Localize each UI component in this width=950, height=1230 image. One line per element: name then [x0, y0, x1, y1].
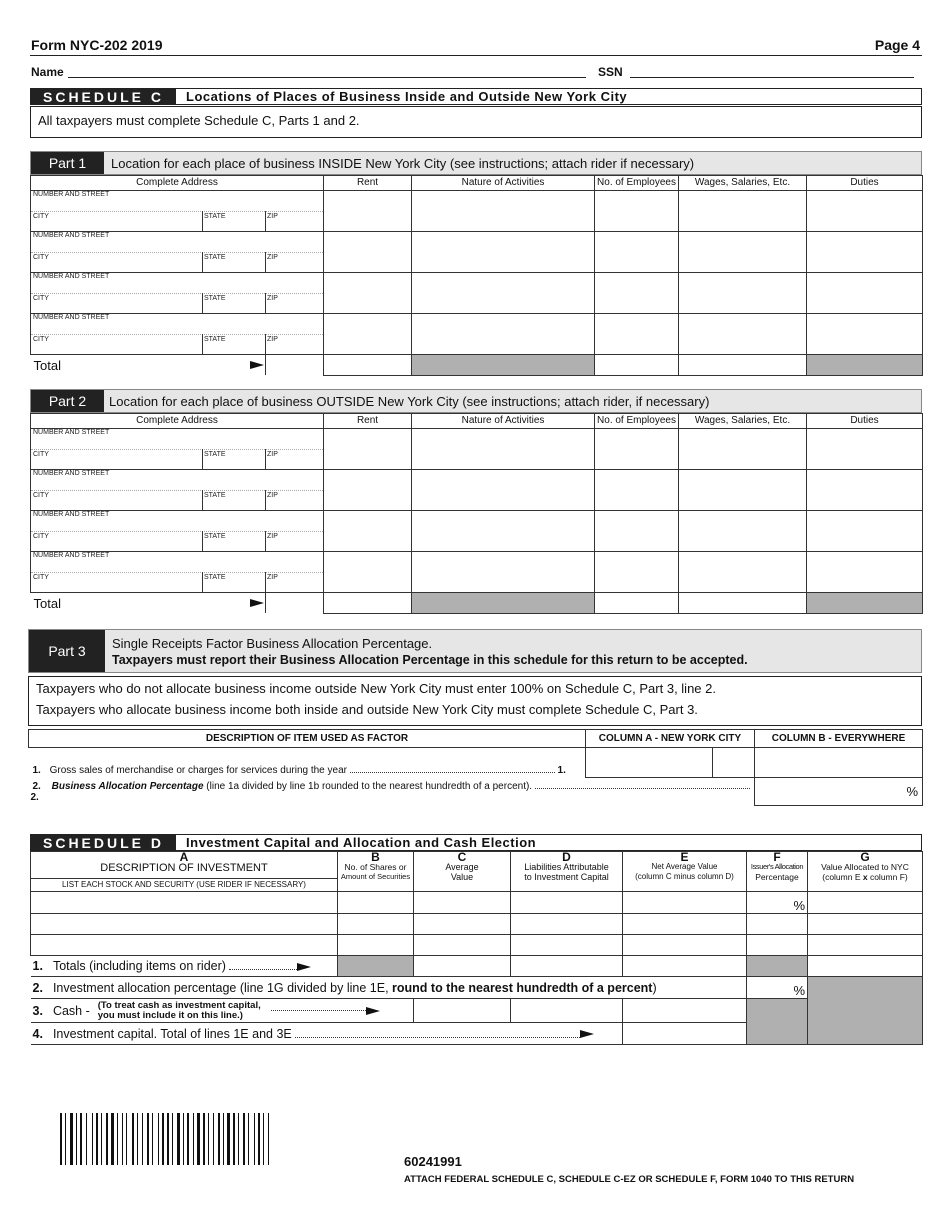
- part2-activities-1[interactable]: [412, 429, 595, 470]
- schedule-d-tag: SCHEDULE D: [31, 835, 176, 850]
- barcode-bar: [92, 1113, 93, 1165]
- inv-row3-a[interactable]: [31, 935, 338, 956]
- cash-c[interactable]: [414, 999, 511, 1023]
- inv-row1-c[interactable]: [414, 892, 511, 914]
- cash-d[interactable]: [511, 999, 623, 1023]
- schedule-d-title: Investment Capital and Allocation and Cash Election: [186, 835, 537, 850]
- part3-header: [28, 629, 922, 673]
- part3-line1: 1. Gross sales of merchandise or charges for services during the year 1.: [29, 748, 586, 778]
- part2-address-2[interactable]: NUMBER AND STREET CITY STATE ZIP: [31, 470, 324, 511]
- inv-row1-g[interactable]: [808, 892, 923, 914]
- totals-g[interactable]: [808, 956, 923, 977]
- cash-e[interactable]: [623, 999, 747, 1023]
- barcode-bar: [126, 1113, 127, 1165]
- col-c-head: C Average Value: [414, 852, 511, 892]
- part1-tag: Part 1: [31, 152, 104, 174]
- part3-note2: Taxpayers who allocate business income both inside and outside New York City must complete Schedule C, Part 3.: [36, 702, 698, 717]
- barcode-bar: [152, 1113, 153, 1165]
- part3-col-desc: DESCRIPTION OF ITEM USED AS FACTOR: [29, 730, 586, 748]
- totals-line: 1. Totals (including items on rider): [31, 956, 338, 977]
- part1-activities-1[interactable]: [412, 191, 595, 232]
- lines-3-4-f: [747, 999, 808, 1045]
- part2-col-head-0: Complete Address: [31, 414, 324, 429]
- barcode-bar: [111, 1113, 114, 1165]
- part2-wages-1[interactable]: [679, 429, 807, 470]
- part3-notes-box: [28, 676, 922, 726]
- barcode-bar: [142, 1113, 143, 1165]
- part1-employees-4[interactable]: [595, 314, 679, 355]
- inv-row1-d[interactable]: [511, 892, 623, 914]
- barcode-bar: [137, 1113, 138, 1165]
- part1-rent-4[interactable]: [324, 314, 412, 355]
- part1-col-head-2: Nature of Activities: [412, 176, 595, 191]
- inv-row3-d[interactable]: [511, 935, 623, 956]
- part1-employees-2[interactable]: [595, 232, 679, 273]
- part2-duties-1[interactable]: [807, 429, 923, 470]
- barcode-bar: [187, 1113, 189, 1165]
- part2-wages-4[interactable]: [679, 552, 807, 593]
- barcode-bar: [183, 1113, 184, 1165]
- barcode-bar: [96, 1113, 98, 1165]
- part1-col-head-4: Wages, Salaries, Etc.: [679, 176, 807, 191]
- barcode-bar: [248, 1113, 249, 1165]
- inv-row3-b[interactable]: [338, 935, 414, 956]
- schedule-c-bar: [30, 88, 922, 105]
- part1-title: Location for each place of business INSIDE New York City (see instructions; attach rider if necessary): [111, 155, 695, 171]
- schedule-d-bar: [30, 834, 922, 851]
- part1-rent-2[interactable]: [324, 232, 412, 273]
- part3-line1-nyc[interactable]: [586, 748, 713, 778]
- barcode-bar: [65, 1113, 66, 1165]
- part2-employees-2[interactable]: [595, 470, 679, 511]
- barcode-bar: [101, 1113, 102, 1165]
- part1-table: [30, 175, 923, 376]
- inv-capital-line: 4. Investment capital. Total of lines 1E and 3E: [31, 1023, 623, 1045]
- barcode-bar: [268, 1113, 269, 1165]
- inv-row1-b[interactable]: [338, 892, 414, 914]
- part2-duties-4[interactable]: [807, 552, 923, 593]
- part1-duties-3[interactable]: [807, 273, 923, 314]
- col-d-head: D Liabilities Attributable to Investment Capital: [511, 852, 623, 892]
- part2-address-3[interactable]: NUMBER AND STREET CITY STATE ZIP: [31, 511, 324, 552]
- barcode-bar: [147, 1113, 149, 1165]
- part3-col-a: COLUMN A - NEW YORK CITY: [586, 730, 755, 748]
- part3-line2: 2. Business Allocation Percentage (line 1a divided by line 1b rounded to the nearest hundredth of a percent). 2.: [29, 778, 755, 806]
- ssn-field[interactable]: [630, 77, 914, 78]
- inv-row1-f[interactable]: %: [747, 892, 808, 914]
- col-a-head: A DESCRIPTION OF INVESTMENT: [31, 852, 338, 879]
- barcode-bar: [238, 1113, 239, 1165]
- part1-duties-4[interactable]: [807, 314, 923, 355]
- inv-capital-e[interactable]: [623, 1023, 747, 1045]
- part2-employees-3[interactable]: [595, 511, 679, 552]
- part1-total-wages[interactable]: [679, 355, 807, 376]
- totals-e[interactable]: [623, 956, 747, 977]
- barcode-bar: [158, 1113, 159, 1165]
- totals-b: [338, 956, 414, 977]
- page-number: Page 4: [874, 37, 920, 53]
- part2-table: [30, 413, 923, 614]
- barcode-bar: [197, 1113, 200, 1165]
- header-rule: [30, 55, 922, 56]
- barcode-bar: [203, 1113, 205, 1165]
- part2-tag: Part 2: [31, 390, 104, 412]
- part1-address-2[interactable]: NUMBER AND STREET CITY STATE ZIP: [31, 232, 324, 273]
- part2-total-duties: [807, 593, 923, 614]
- part2-col-head-4: Wages, Salaries, Etc.: [679, 414, 807, 429]
- barcode-bar: [80, 1113, 82, 1165]
- part1-address-3[interactable]: NUMBER AND STREET CITY STATE ZIP: [31, 273, 324, 314]
- part3-col-b: COLUMN B - EVERYWHERE: [755, 730, 923, 748]
- part2-duties-3[interactable]: [807, 511, 923, 552]
- barcode-bar: [193, 1113, 194, 1165]
- barcode-bar: [233, 1113, 235, 1165]
- part2-col-head-1: Rent: [324, 414, 412, 429]
- inv-row2-b[interactable]: [338, 914, 414, 935]
- barcode: [60, 1113, 285, 1165]
- alloc-pct-line: 2. Investment allocation percentage (line 1G divided by line 1E, round to the nearest hundredth of a percent): [31, 977, 747, 999]
- attach-instructions: ATTACH FEDERAL SCHEDULE C, SCHEDULE C-EZ OR SCHEDULE F, FORM 1040 TO THIS RETURN: [404, 1174, 855, 1185]
- part3-line1-nyc-cents[interactable]: [713, 748, 755, 778]
- part2-title: Location for each place of business OUTSIDE New York City (see instructions; attach rider, if necessary): [109, 393, 710, 409]
- barcode-bar: [177, 1113, 180, 1165]
- part2-wages-2[interactable]: [679, 470, 807, 511]
- part1-address-1[interactable]: NUMBER AND STREET CITY STATE ZIP: [31, 191, 324, 232]
- form-code: 60241991: [404, 1154, 462, 1169]
- part1-col-head-5: Duties: [807, 176, 923, 191]
- schedule-d-table: [30, 851, 923, 1045]
- part3-tag: Part 3: [29, 630, 105, 672]
- part1-rent-1[interactable]: [324, 191, 412, 232]
- part1-total-employees[interactable]: [595, 355, 679, 376]
- totals-f: [747, 956, 808, 977]
- totals-d[interactable]: [511, 956, 623, 977]
- barcode-bar: [86, 1113, 87, 1165]
- inv-row2-g[interactable]: [808, 914, 923, 935]
- name-label: Name: [31, 65, 64, 79]
- part2-col-head-2: Nature of Activities: [412, 414, 595, 429]
- inv-row3-g[interactable]: [808, 935, 923, 956]
- barcode-bar: [167, 1113, 169, 1165]
- barcode-bar: [254, 1113, 255, 1165]
- part1-activities-4[interactable]: [412, 314, 595, 355]
- inv-row2-c[interactable]: [414, 914, 511, 935]
- col-e-head: E Net Average Value (column C minus column D): [623, 852, 747, 892]
- part3-subtitle: Taxpayers must report their Business Allocation Percentage in this schedule for this return to be accepted.: [112, 652, 748, 667]
- part2-activities-2[interactable]: [412, 470, 595, 511]
- inv-row1-a[interactable]: [31, 892, 338, 914]
- barcode-bar: [243, 1113, 245, 1165]
- alloc-pct-f[interactable]: %: [747, 977, 808, 999]
- part2-address-4[interactable]: NUMBER AND STREET CITY STATE ZIP: [31, 552, 324, 593]
- part3-table: [28, 729, 923, 806]
- part2-total-wages[interactable]: [679, 593, 807, 614]
- part1-total-duties: [807, 355, 923, 376]
- barcode-bar: [76, 1113, 77, 1165]
- barcode-bar: [218, 1113, 220, 1165]
- part1-wages-4[interactable]: [679, 314, 807, 355]
- part1-employees-3[interactable]: [595, 273, 679, 314]
- part2-col-head-3: No. of Employees: [595, 414, 679, 429]
- part3-line1-everywhere[interactable]: [755, 748, 923, 778]
- part1-col-head-1: Rent: [324, 176, 412, 191]
- inv-row3-c[interactable]: [414, 935, 511, 956]
- part2-total-employees[interactable]: [595, 593, 679, 614]
- part1-wages-2[interactable]: [679, 232, 807, 273]
- barcode-bar: [117, 1113, 118, 1165]
- totals-c[interactable]: [414, 956, 511, 977]
- barcode-bar: [122, 1113, 123, 1165]
- inv-row2-f[interactable]: [747, 914, 808, 935]
- part1-employees-1[interactable]: [595, 191, 679, 232]
- part2-col-head-5: Duties: [807, 414, 923, 429]
- inv-row2-a[interactable]: [31, 914, 338, 935]
- col-b-head: B No. of Shares or Amount of Securities: [338, 852, 414, 892]
- part3-title: Single Receipts Factor Business Allocation Percentage.: [112, 635, 433, 651]
- part2-total-activities: [412, 593, 595, 614]
- barcode-bar: [70, 1113, 73, 1165]
- cash-line: 3. Cash - (To treat cash as investment capital, you must include it on this line.): [31, 999, 414, 1023]
- barcode-bar: [172, 1113, 173, 1165]
- part2-rent-2[interactable]: [324, 470, 412, 511]
- schedule-c-note: All taxpayers must complete Schedule C, Parts 1 and 2.: [38, 113, 360, 128]
- barcode-bar: [60, 1113, 62, 1165]
- part3-line2-pct[interactable]: %: [755, 778, 923, 806]
- barcode-bar: [132, 1113, 134, 1165]
- part2-rent-1[interactable]: [324, 429, 412, 470]
- inv-row3-e[interactable]: [623, 935, 747, 956]
- name-field[interactable]: [68, 77, 586, 78]
- part2-employees-4[interactable]: [595, 552, 679, 593]
- part2-header: [30, 389, 922, 413]
- part1-header: [30, 151, 922, 175]
- part1-wages-3[interactable]: [679, 273, 807, 314]
- inv-row2-e[interactable]: [623, 914, 747, 935]
- schedule-c-tag: SCHEDULE C: [31, 89, 176, 104]
- barcode-bar: [162, 1113, 164, 1165]
- col-g-head: G Value Allocated to NYC (column E x column F): [808, 852, 923, 892]
- part1-duties-1[interactable]: [807, 191, 923, 232]
- part1-total-activities: [412, 355, 595, 376]
- part1-activities-2[interactable]: [412, 232, 595, 273]
- part2-total-row: Total: [31, 593, 324, 614]
- part2-address-1[interactable]: NUMBER AND STREET CITY STATE ZIP: [31, 429, 324, 470]
- part2-wages-3[interactable]: [679, 511, 807, 552]
- ssn-label: SSN: [598, 65, 623, 79]
- form-title: Form NYC-202 2019: [31, 37, 163, 53]
- part2-rent-3[interactable]: [324, 511, 412, 552]
- part2-rent-4[interactable]: [324, 552, 412, 593]
- lines-2-4-g: [808, 977, 923, 1045]
- inv-row2-d[interactable]: [511, 914, 623, 935]
- barcode-bar: [263, 1113, 264, 1165]
- schedule-c-note-box: [30, 106, 922, 138]
- col-f-head: F Issuer's Allocation Percentage: [747, 852, 808, 892]
- part2-duties-2[interactable]: [807, 470, 923, 511]
- barcode-bar: [213, 1113, 214, 1165]
- part1-total-row: Total: [31, 355, 324, 376]
- part1-rent-3[interactable]: [324, 273, 412, 314]
- part2-total-rent[interactable]: [324, 593, 412, 614]
- part1-col-head-3: No. of Employees: [595, 176, 679, 191]
- part2-activities-4[interactable]: [412, 552, 595, 593]
- part2-activities-3[interactable]: [412, 511, 595, 552]
- barcode-bar: [223, 1113, 224, 1165]
- inv-row1-e[interactable]: [623, 892, 747, 914]
- barcode-bar: [258, 1113, 260, 1165]
- part1-activities-3[interactable]: [412, 273, 595, 314]
- barcode-bar: [106, 1113, 108, 1165]
- part2-employees-1[interactable]: [595, 429, 679, 470]
- part1-address-4[interactable]: NUMBER AND STREET CITY STATE ZIP: [31, 314, 324, 355]
- schedule-c-title: Locations of Places of Business Inside and Outside New York City: [186, 89, 628, 104]
- col-a-sub: LIST EACH STOCK AND SECURITY (USE RIDER IF NECESSARY): [31, 879, 338, 892]
- part3-note1: Taxpayers who do not allocate business income outside New York City must enter 100% on Schedule C, Part 3, line 2.: [36, 681, 716, 696]
- barcode-bar: [227, 1113, 230, 1165]
- part1-total-rent[interactable]: [324, 355, 412, 376]
- part1-col-head-0: Complete Address: [31, 176, 324, 191]
- inv-row3-f[interactable]: [747, 935, 808, 956]
- barcode-bar: [208, 1113, 209, 1165]
- part1-wages-1[interactable]: [679, 191, 807, 232]
- part1-duties-2[interactable]: [807, 232, 923, 273]
